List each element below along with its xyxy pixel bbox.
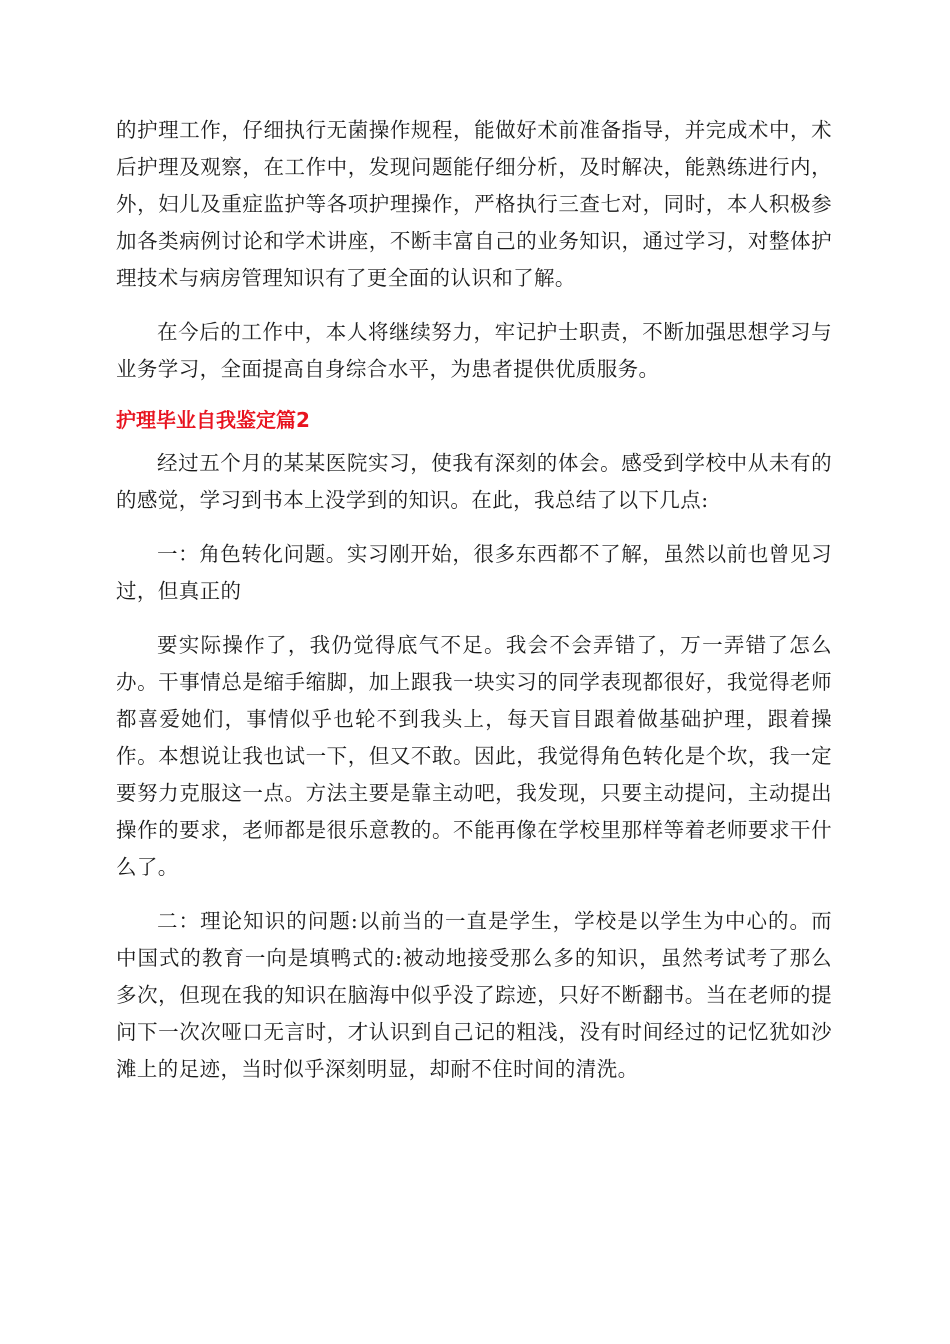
paragraph-future-work: 在今后的工作中，本人将继续努力，牢记护士职责，不断加强思想学习与业务学习，全面提高自身综合水平，为患者提供优质服务。 <box>116 320 832 381</box>
section-heading: 护理毕业自我鉴定篇2 <box>116 408 310 432</box>
document-page <box>116 112 832 1105</box>
paragraph-role-transition-cont: 要实际操作了，我仍觉得底气不足。我会不会弄错了，万一弄错了怎么办。干事情总是缩手缩脚，加上跟我一块实习的同学表现都很好，我觉得老师都喜爱她们，事情似乎也轮不到我头上，每天盲目跟着做基础护理，跟着操作。本想说让我也试一下，但又不敢。因此，我觉得角色转化是个坎，我一定要努力克服这一点。方法主要是靠主动吧，我发现，只要主动提问，主动提出操作的要求，老师都是很乐意教的。不能再像在学校里那样等着老师要求干什么了。 <box>116 633 832 879</box>
paragraph-theory-knowledge: 二：理论知识的问题:以前当的一直是学生，学校是以学生为中心的。而中国式的教育一向是填鸭式的:被动地接受那么多的知识，虽然考试考了那么多次，但现在我的知识在脑海中似乎没了踪迹，只好不断翻书。当在老师的提问下一次次哑口无言时，才认识到自己记的粗浅，没有时间经过的记忆犹如沙滩上的足迹，当时似乎深刻明显，却耐不住时间的清洗。 <box>116 909 832 1081</box>
paragraph-internship-intro: 经过五个月的某某医院实习，使我有深刻的体会。感受到学校中从未有的的感觉，学习到书本上没学到的知识。在此，我总结了以下几点: <box>116 451 832 512</box>
paragraph-nursing-work: 的护理工作，仔细执行无菌操作规程，能做好术前准备指导，并完成术中，术后护理及观察，在工作中，发现问题能仔细分析，及时解决，能熟练进行内，外，妇儿及重症监护等各项护理操作，严格执行三查七对，同时，本人积极参加各类病例讨论和学术讲座，不断丰富自己的业务知识，通过学习，对整体护理技术与病房管理知识有了更全面的认识和了解。 <box>116 118 832 290</box>
paragraph-role-transition: 一：角色转化问题。实习刚开始，很多东西都不了解，虽然以前也曾见习过，但真正的 <box>116 542 832 603</box>
